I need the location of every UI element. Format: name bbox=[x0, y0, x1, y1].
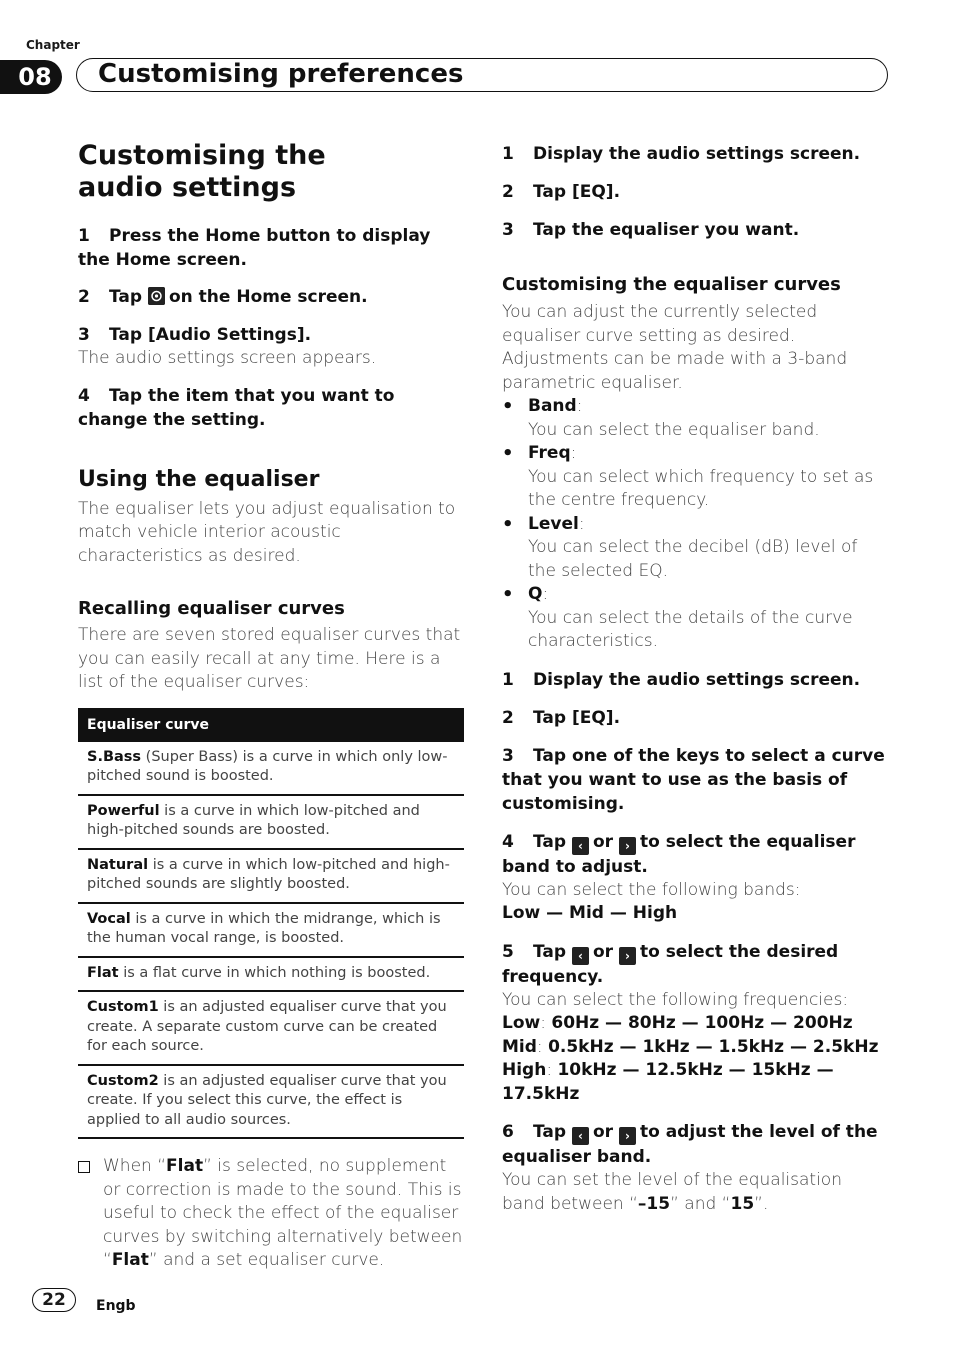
table-row: Vocal is a curve in which the midrange, which is the human vocal range, is boosted. bbox=[78, 903, 464, 957]
step-1: 1 Display the audio settings screen. bbox=[502, 144, 861, 164]
table-row: Flat is a flat curve in which nothing is boosted. bbox=[78, 957, 464, 992]
table-row: Natural is a curve in which low-pitched and high-pitched sounds are slightly boosted. bbox=[78, 849, 464, 903]
step-1: 1 Press the Home button to display the Home screen. bbox=[78, 226, 431, 270]
chapter-number: 08 bbox=[0, 60, 62, 94]
step-1: 1 Display the audio settings screen. bbox=[502, 669, 861, 690]
list-item: • Freq: You can select which frequency to set as the centre frequency. bbox=[502, 443, 874, 510]
bands-list: Low — Mid — High bbox=[502, 903, 678, 923]
right-column bbox=[502, 140, 890, 1216]
customising-heading: Customising the equaliser curves bbox=[502, 274, 841, 295]
table-row: S.Bass (Super Bass) is a curve in which only low-pitched sound is boosted. bbox=[78, 742, 464, 795]
table-header: Equaliser curve bbox=[78, 708, 464, 742]
step-5-body: You can select the following frequencies: bbox=[502, 989, 849, 1010]
note-text: When “Flat” is selected, no supplement or correction is made to the sound. This is useful to check the effect of the equaliser curves by switching alternatively between “Flat” and a set equaliser curve. bbox=[103, 1156, 463, 1270]
chevron-left-icon: ‹ bbox=[572, 1127, 589, 1145]
step-3: 3 Tap one of the keys to select a curve that you want to use as the basis of customising. bbox=[502, 745, 885, 814]
step-3-body: The audio settings screen appears. bbox=[78, 348, 377, 368]
table-row: Powerful is a curve in which low-pitched and high-pitched sounds are boosted. bbox=[78, 795, 464, 849]
left-column bbox=[78, 140, 464, 1273]
step-4-body: You can select the following bands: bbox=[502, 879, 801, 900]
page-number: 22 bbox=[32, 1288, 76, 1312]
table-row: Custom1 is an adjusted equaliser curve that you create. A separate custom curve can be created for each source. bbox=[78, 991, 464, 1065]
chapter-label: Chapter bbox=[26, 38, 80, 52]
note-checkbox-icon bbox=[78, 1161, 90, 1173]
step-3: 3 Tap [Audio Settings]. bbox=[78, 325, 312, 345]
chevron-right-icon: › bbox=[619, 1127, 636, 1145]
list-item: • Level: You can select the decibel (dB) level of the selected EQ. bbox=[502, 513, 858, 581]
settings-icon bbox=[148, 287, 165, 305]
step-2: 2 Tap on the Home screen. bbox=[78, 287, 368, 307]
step-2: 2 Tap [EQ]. bbox=[502, 182, 621, 202]
section-title: Customising the audio settings bbox=[78, 140, 326, 203]
chevron-left-icon: ‹ bbox=[572, 947, 589, 965]
chevron-right-icon: › bbox=[619, 947, 636, 965]
freq-low: Low: 60Hz — 80Hz — 100Hz — 200Hz bbox=[502, 1013, 853, 1033]
equaliser-body: The equaliser lets you adjust equalisation to match vehicle interior acoustic characteristics as desired. bbox=[78, 498, 456, 566]
table-row: Custom2 is an adjusted equaliser curve that you create. If you select this curve, the effect is applied to all audio sources. bbox=[78, 1065, 464, 1139]
step-5: 5 Tap ‹ or › to select the desired frequency. bbox=[502, 941, 839, 987]
recalling-heading: Recalling equaliser curves bbox=[78, 598, 345, 619]
list-item: • Band: You can select the equaliser band. bbox=[502, 396, 820, 440]
step-2: 2 Tap [EQ]. bbox=[502, 707, 621, 728]
equaliser-heading: Using the equaliser bbox=[78, 466, 320, 492]
step-4: 4 Tap ‹ or › to select the equaliser band to adjust. bbox=[502, 831, 856, 877]
customising-body: You can adjust the currently selected equaliser curve setting as desired. Adjustments can be made with a 3-band parametric equaliser. bbox=[502, 302, 848, 393]
step-3: 3 Tap the equaliser you want. bbox=[502, 220, 800, 240]
freq-mid: Mid: 0.5kHz — 1kHz — 1.5kHz — 2.5kHz bbox=[502, 1036, 879, 1057]
freq-high: High: 10kHz — 12.5kHz — 15kHz — 17.5kHz bbox=[502, 1060, 834, 1104]
note bbox=[78, 1155, 464, 1273]
recalling-body: There are seven stored equaliser curves that you can easily recall at any time. Here is a list of the equaliser curves: bbox=[78, 625, 461, 692]
chevron-left-icon: ‹ bbox=[572, 837, 589, 855]
step-6-body: You can set the level of the equalisation band between “–15” and “15”. bbox=[502, 1170, 842, 1214]
equaliser-curve-table bbox=[78, 708, 464, 1140]
step-6: 6 Tap ‹ or › to adjust the level of the equaliser band. bbox=[502, 1122, 878, 1167]
step-4: 4 Tap the item that you want to change the setting. bbox=[78, 385, 395, 430]
chapter-title: Customising preferences bbox=[98, 59, 464, 89]
list-item: • Q: You can select the details of the curve characteristics. bbox=[502, 584, 853, 651]
chevron-right-icon: › bbox=[619, 837, 636, 855]
language-code: Engb bbox=[96, 1298, 136, 1314]
